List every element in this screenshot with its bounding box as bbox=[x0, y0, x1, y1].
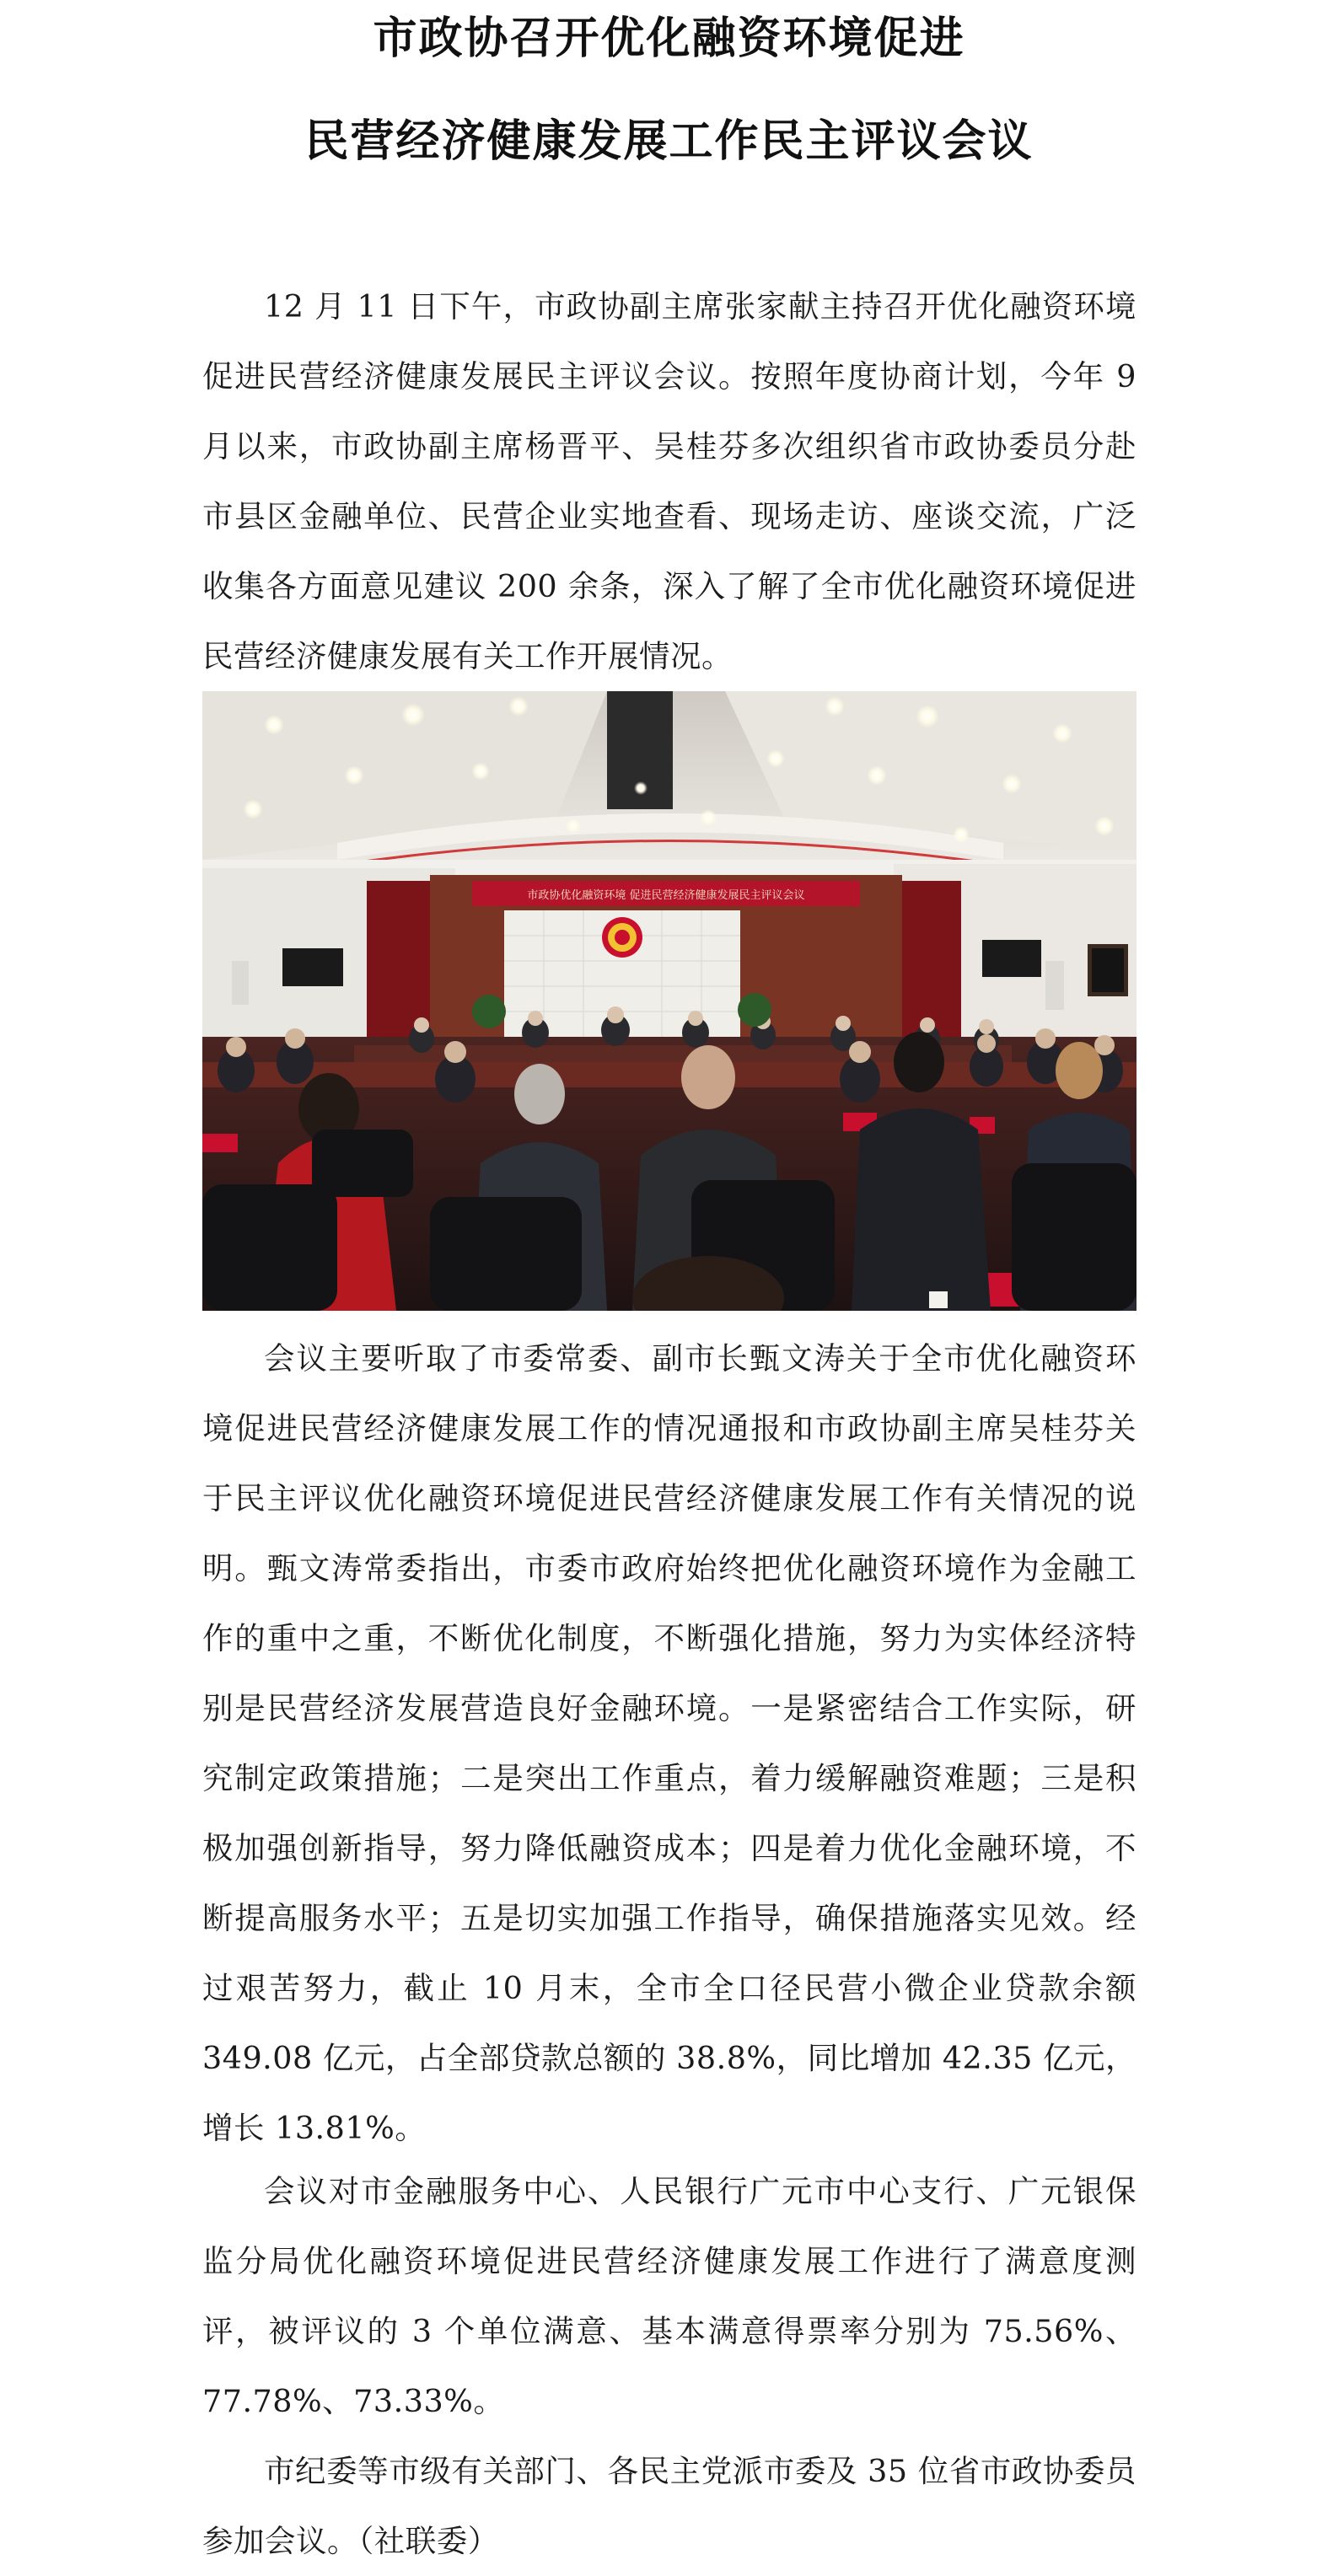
paragraph-evaluation: 会议对市金融服务中心、人民银行广元市中心支行、广元银保监分局优化融资环境促进民营经济健康发展工作进行了满意度测评，被评议的 3 个单位满意、基本满意得票率分别为 75.56%、77.78%、73.33%。 bbox=[202, 2173, 1136, 2419]
article-title-line-2: 民营经济健康发展工作民主评议会议 bbox=[304, 115, 1034, 167]
paragraph-attendees: 市纪委等市级有关部门、各民主党派市委及 35 位省市政协委员参加会议。（社联委） bbox=[202, 2453, 1136, 2559]
banner-text: 市政协优化融资环境 促进民营经济健康发展民主评议会议 bbox=[527, 889, 805, 902]
meeting-photo bbox=[202, 691, 1136, 1311]
article-title-line-1: 市政协召开优化融资环境促进 bbox=[373, 13, 965, 64]
paragraph-meeting-content: 会议主要听取了市委常委、副市长甄文涛关于全市优化融资环境促进民营经济健康发展工作的情况通报和市政协副主席吴桂芬关于民主评议优化融资环境促进民营经济健康发展工作有关情况的说明。甄文涛常委指出，市委市政府始终把优化融资环境作为金融工作的重中之重，不断优化制度，不断强化措施，努力为实体经济特别是民营经济发展营造良好金融环境。一是紧密结合工作实际，研究制定政策措施；二是突出工作重点，着力缓解融资难题；三是积极加强创新指导，努力降低融资成本；四是着力优化金融环境，不断提高服务水平；五是切实加强工作指导，确保措施落实见效。经过艰苦努力，截止 10 月末，全市全口径民营小微企业贷款余额 349.08 亿元，占全部贷款总额的 38.8%，同比增加 42.35 亿元，增长 13.81%。 bbox=[202, 1340, 1136, 2146]
emblem-icon bbox=[602, 917, 642, 958]
paragraph-intro: 12 月 11 日下午，市政协副主席张家献主持召开优化融资环境促进民营经济健康发展民主评议会议。按照年度协商计划，今年 9 月以来，市政协副主席杨晋平、吴桂芬多次组织省市政协委员分赴市县区金融单位、民营企业实地查看、现场走访、座谈交流，广泛收集各方面意见建议 200 余条，深入了解了全市优化融资环境促进民营经济健康发展有关工作开展情况。 bbox=[202, 288, 1136, 674]
